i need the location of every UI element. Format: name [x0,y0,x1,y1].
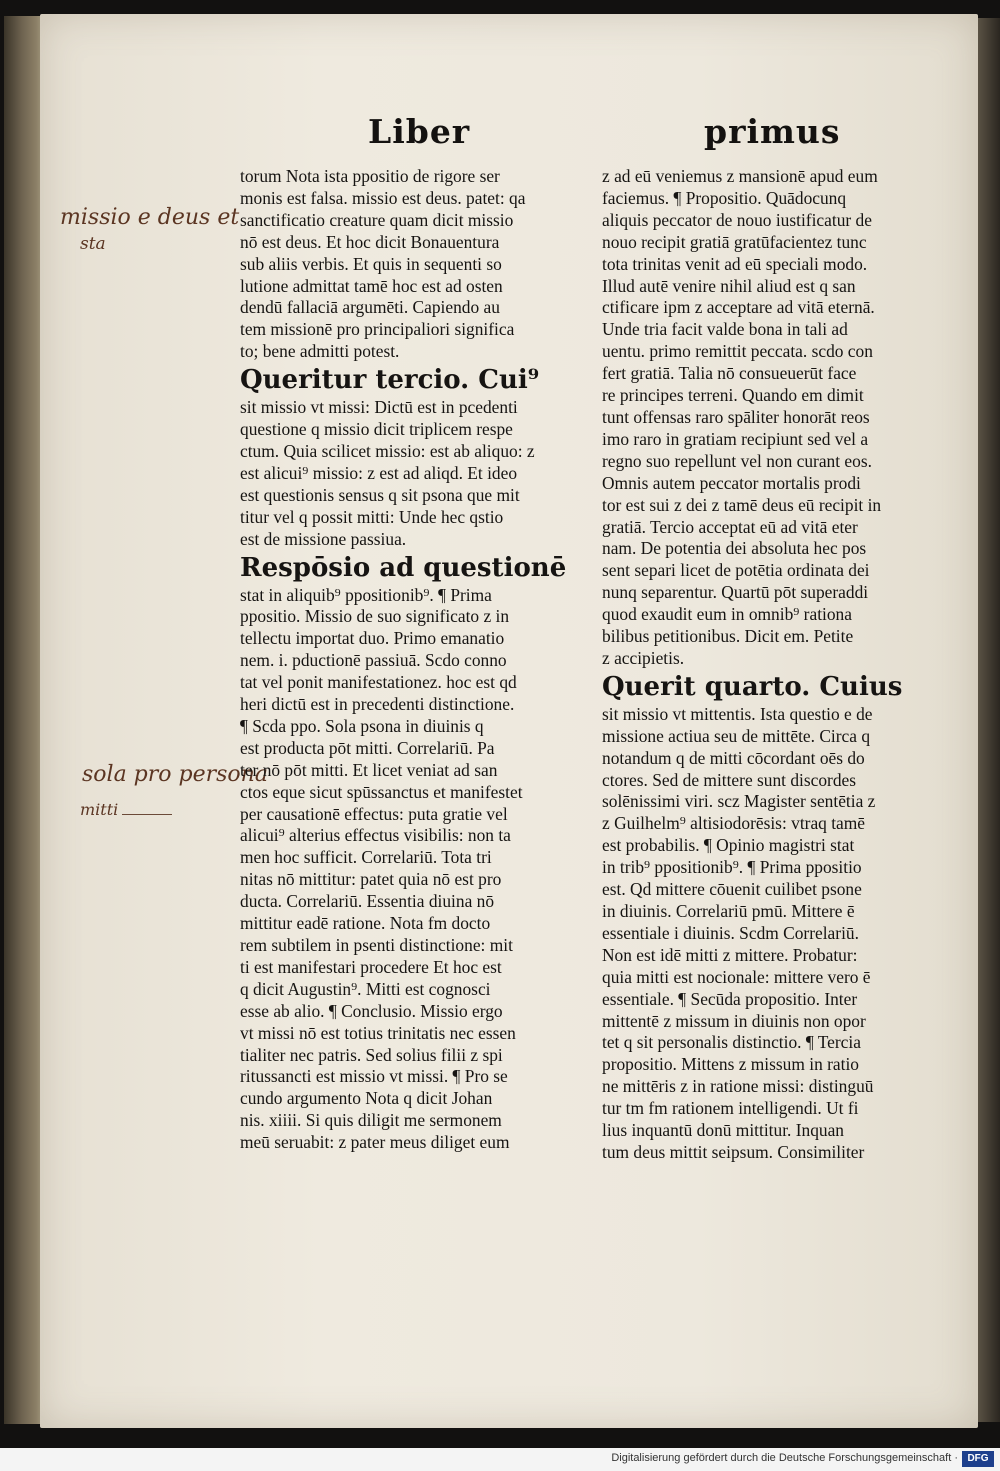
left-column-line: heri dictū est in precedenti distinctione. [240,694,515,715]
left-column-line: esse ab alio. ¶ Conclusio. Missio ergo [240,1000,503,1021]
right-column-line: bilibus petitionibus. Dicit em. Petite [602,626,854,647]
right-column-line: tur tm fm rationem intelligendi. Ut fi [602,1098,859,1119]
left-column-line: vt missi nō est totius trinitatis nec essen [240,1022,516,1043]
text-column-left [240,166,582,1154]
left-column-line: tem missionē pro principaliori significa [240,319,515,340]
left-column-line: ritussancti est missio vt missi. ¶ Pro se [240,1066,508,1087]
left-column-line: lutione admittat tamē hoc est ad osten [240,275,503,296]
left-column-line: torum Nota ista ppositio de rigore ser [240,166,500,186]
left-column-line: ducta. Correlariū. Essentia diuina nō [240,891,495,912]
left-column-line: nis. xiiii. Si quis diligit me sermonem [240,1110,502,1131]
left-column-line: dendū fallaciā argumēti. Capiendo au [240,297,500,318]
right-column-line: Non est idē mitti z mittere. Probatur: [602,944,858,965]
margin-note-2-cont: mitti [80,800,119,819]
right-column-line: z Guilhelm⁹ altisiodorēsis: vtraq tamē [602,813,865,834]
right-column-line: lius inquantū donū mittitur. Inquan [602,1120,845,1141]
left-column-line: mittitur eadē ratione. Nota fm docto [240,913,491,934]
left-column-line: sanctificatio creature quam dicit missio [240,209,514,230]
right-column-line: tor est sui z dei z tamē deus eū recipit in [602,494,882,515]
running-head-left: Liber [368,112,471,151]
left-column-line: tellectu importat duo. Primo emanatio [240,628,505,649]
left-column-heading: Queritur tercio. Cui⁹ [240,365,540,396]
right-column-line: z accipietis. [602,647,685,668]
left-column-line: ctum. Quia scilicet missio: est ab aliquo: z [240,440,535,461]
right-column-line: est. Qd mittere cōuenit cuilibet psone [602,879,862,900]
left-column-line: tialiter nec patris. Sed solius filii z spi [240,1044,503,1065]
left-column-line: ter nō pōt mitti. Et licet veniat ad san [240,759,498,780]
left-column-line: nitas nō mittitur: patet quia nō est pro [240,869,502,890]
dfg-logo: DFG [962,1451,994,1467]
right-column-line: in diuinis. Correlariū pmū. Mittere ē [602,901,855,921]
left-column-line: cundo argumento Nota q dicit Johan [240,1088,493,1109]
left-column-line: est alicui⁹ missio: z est ad aliqd. Et ideo [240,462,518,483]
left-column-line: to; bene admitti potest. [240,341,400,362]
right-column-line: re principes terreni. Quando em dimit [602,385,864,406]
right-column-line: faciemus. ¶ Propositio. Quādocunq [602,187,847,208]
left-column-line: sub aliis verbis. Et quis in sequenti so [240,253,502,274]
right-column-line: sit missio vt mittentis. Ista questio e de [602,703,873,724]
footer-bar [0,1448,1000,1471]
right-column-line: fert gratiā. Talia nō consueuerūt face [602,363,857,384]
right-column-line: essentiale i diuinis. Scdm Correlariū. [602,922,859,943]
right-column-line: solēnissimi viri. scz Magister sentētia z [602,791,876,812]
margin-note-2: sola pro persona [82,762,268,787]
right-column-line: missione actiua seu de mittēte. Circa q [602,725,871,746]
left-column-line: alicui⁹ alterius effectus visibilis: non ta [240,825,511,846]
right-column-line: nunq separentur. Quartū pōt superaddi [602,582,869,603]
left-column-line: per causationē effectus: puta gratie vel [240,803,508,824]
right-column-line: est probabilis. ¶ Opinio magistri stat [602,835,855,856]
text-column-right [602,166,940,1164]
left-column-line: est questionis sensus q sit psona que mit [240,484,520,505]
right-column-heading: Querit quarto. Cuius [602,671,903,702]
left-column-line: est producta pōt mitti. Correlariū. Pa [240,737,495,758]
left-column-line: ti est manifestari procedere Et hoc est [240,956,502,977]
right-column-line: ne mittēris z in ratione missi: distinguū [602,1076,874,1097]
left-column-line: rem subtilem in psenti distinctione: mit [240,935,513,955]
right-column-line: essentiale. ¶ Secūda propositio. Inter [602,988,858,1009]
left-column-line: q dicit Augustin⁹. Mitti est cognosci [240,978,491,999]
right-column-line: notandum q de mitti cōcordant oēs do [602,747,865,768]
right-column-line: in trib⁹ ppositionib⁹. ¶ Prima ppositio [602,857,862,878]
right-column-line: Illud autē venire nihil aliud est q san [602,275,856,296]
right-column-line: tota trinitas venit ad eū speciali modo. [602,253,868,274]
right-column-line: aliquis peccator de nouo iustificatur de [602,209,872,230]
book-edge [4,16,44,1424]
left-column-line: nō est deus. Et hoc dicit Bonauentura [240,231,500,252]
right-column-line: tunt offensas raro spāliter honorāt reos [602,406,870,427]
left-column-line: monis est falsa. missio est deus. patet: qa [240,187,526,208]
right-column-line: quod exaudit eum in omnib⁹ rationa [602,604,852,625]
book-gutter [978,18,1000,1422]
left-column-line: nem. i. pductionē passiuā. Scdo conno [240,650,507,671]
left-column-line: ppositio. Missio de suo significato z in [240,606,510,627]
right-column-line: sent separi licet de potētia ordinata dei [602,560,870,581]
right-column-line: mittentē z missum in diuinis non opor [602,1010,866,1031]
left-column-line: titur vel q possit mitti: Unde hec qstio [240,506,504,527]
left-column-line: meū seruabit: z pater meus diliget eum [240,1132,510,1153]
left-column-line: men hoc sufficit. Correlariū. Tota tri [240,847,492,868]
right-column-line: tet q sit personalis distinctio. ¶ Tercia [602,1032,861,1053]
left-column-line: est de missione passiua. [240,528,407,549]
right-column-line: ctificare ipm z acceptare ad vitā eternā. [602,297,875,318]
left-column-line: tat vel ponit manifestationez. hoc est qd [240,672,517,693]
left-column-line: ¶ Scda ppo. Sola psona in diuinis q [240,715,484,736]
left-column-line: ctos eque sicut spūssanctus et manifestet [240,781,523,802]
right-column-line: imo raro in gratiam recipiunt sed vel a [602,428,869,449]
left-column-line: stat in aliquib⁹ ppositionib⁹. ¶ Prima [240,584,492,605]
right-column-line: z ad eū veniemus z mansionē apud eum [602,166,878,186]
right-column-line: gratiā. Tercio acceptat eū ad vitā eter [602,516,858,537]
right-column-line: ctores. Sed de mittere sunt discordes [602,769,857,790]
margin-note-1: missio e deus et [60,205,240,230]
right-column-line: uentu. primo remittit peccata. scdo con [602,341,873,362]
left-column-line: sit missio vt missi: Dictū est in pcedenti [240,397,518,418]
margin-note-1-cont: sta [80,234,106,254]
right-column-line: Omnis autem peccator mortalis prodi [602,472,861,493]
right-column-line: regno suo repellunt vel non curant eos. [602,450,872,471]
right-column-line: quia mitti est nocionale: mittere vero ē [602,966,871,987]
right-column-line: propositio. Mittens z missum in ratio [602,1054,859,1075]
footer-credit: Digitalisierung gefördert durch die Deutsche Forschungsgemeinschaft · [611,1452,958,1464]
margin-pen-stroke [122,814,172,815]
right-column-line: nam. De potentia dei absoluta hec pos [602,538,867,559]
right-column-line: nouo recipit gratiā gratūfacientez tunc [602,231,867,252]
right-column-line: tum deus mittit seipsum. Consimiliter [602,1141,865,1162]
left-column-heading: Respōsio ad questionē [240,552,567,583]
right-column-line: Unde tria facit valde bona in tali ad [602,319,848,340]
running-head-right: primus [704,112,841,151]
left-column-line: questione q missio dicit triplicem respe [240,419,513,440]
